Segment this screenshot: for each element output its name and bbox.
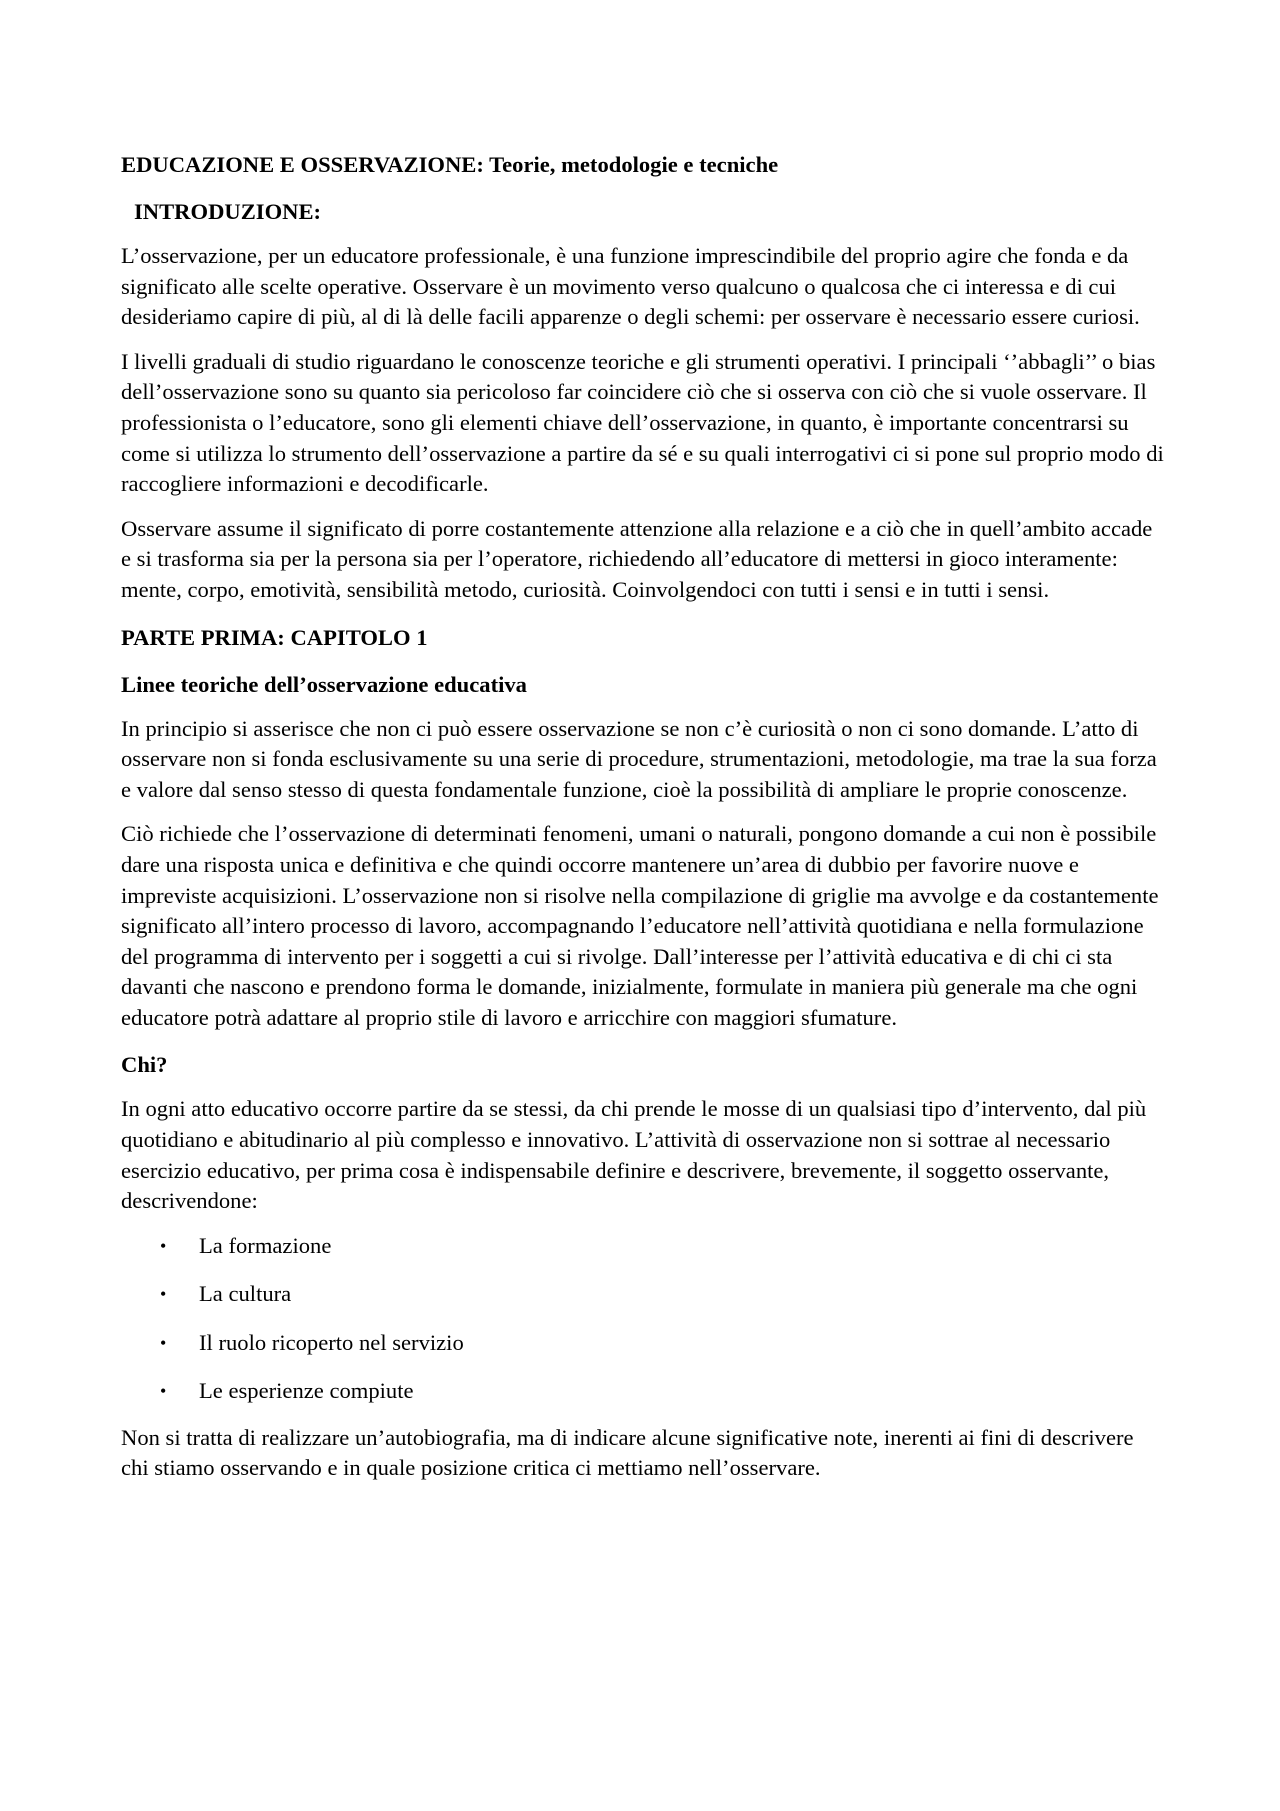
observer-traits-list (121, 1231, 1166, 1407)
section-paragraph-1: In principio si asserisce che non ci può essere osservazione se non c’è curiosità o non ci sono domande. L’atto di osservare non si fonda esclusivamente su una serie di procedure, strumentazioni, metodologie, ma trae la sua forza e valore dal senso stesso di questa fondamentale funzione, cioè la possibilità di ampliare le proprie conoscenze. (121, 715, 1157, 802)
chi-paragraph: In ogni atto educativo occorre partire da se stessi, da chi prende le mosse di un qualsiasi tipo d’intervento, dal più quotidiano e abitudinario al più complesso e innovativo. L’attività di osservazione non si sottrae al necessario esercizio educativo, per prima cosa è indispensabile definire e descrivere, brevemente, il soggetto osservante, descrivendone: (121, 1096, 1147, 1214)
list-item (121, 1328, 1166, 1358)
list-item (121, 1279, 1166, 1309)
section-heading: Linee teoriche dell’osservazione educativa (121, 671, 527, 697)
bullet-icon: • (160, 1235, 167, 1256)
document-body (121, 150, 1166, 1484)
intro-paragraph-2: I livelli graduali di studio riguardano le conoscenze teoriche e gli strumenti operativi. I principali ‘’abbagli’’ o bias dell’osservazione sono su quanto sia pericoloso far coincidere ciò che si osserva con ciò che si vuole osservare. Il professionista o l’educatore, sono gli elementi chiave dell’osservazione, in quanto, è importante concentrarsi su come si utilizza lo strumento dell’osservazione a partire da sé e su quali interrogativi ci si pone sul proprio modo di raccogliere informazioni e decodificarle. (121, 348, 1164, 497)
closing-paragraph: Non si tratta di realizzare un’autobiografia, ma di indicare alcune significative note, inerenti ai fini di descrivere chi stiamo osservando e in quale posizione critica ci mettiamo nell’osservare. (121, 1424, 1134, 1481)
bullet-icon: • (160, 1332, 167, 1353)
list-item-text: Il ruolo ricoperto nel servizio (199, 1329, 464, 1355)
bullet-icon: • (160, 1381, 167, 1402)
list-item (121, 1376, 1166, 1406)
intro-paragraph-1: L’osservazione, per un educatore professionale, è una funzione imprescindibile del proprio agire che fonda e da significato alle scelte operative. Osservare è un movimento verso qualcuno o qualcosa che ci interessa e di cui desideriamo capire di più, al di là delle facili apparenze o degli schemi: per osservare è necessario essere curiosi. (121, 243, 1140, 330)
document-title: EDUCAZIONE E OSSERVAZIONE: Teorie, metodologie e tecniche (121, 152, 779, 177)
list-item-text: La cultura (199, 1281, 292, 1307)
intro-paragraph-3: Osservare assume il significato di porre costantemente attenzione alla relazione e a ciò che in quell’ambito accade e si trasforma sia per la persona sia per l’operatore, richiedendo all’educatore di mettersi in gioco interamente: mente, corpo, emotività, sensibilità metodo, curiosità. Coinvolgendoci con tutti i sensi e in tutti i sensi. (121, 515, 1153, 602)
bullet-icon: • (160, 1284, 167, 1305)
part-heading: PARTE PRIMA: CAPITOLO 1 (121, 624, 428, 650)
intro-heading: INTRODUZIONE: (134, 199, 322, 224)
section-paragraph-2: Ciò richiede che l’osservazione di determinati fenomeni, umani o naturali, pongono domande a cui non è possibile dare una risposta unica e definitiva e che quindi occorre mantenere un’area di dubbio per favorire nuove e impreviste acquisizioni. L’osservazione non si risolve nella compilazione di griglie ma avvolge e da costantemente significato all’intero processo di lavoro, accompagnando l’educatore nell’attività quotidiana e nella formulazione del programma di intervento per i soggetti a cui si rivolge. Dall’interesse per l’attività educativa e di chi ci sta davanti che nascono e prendono forma le domande, inizialmente, formulate in maniera più generale ma che ogni educatore potrà adattare al proprio stile di lavoro e arricchire con maggiori sfumature. (121, 821, 1159, 1030)
chi-heading: Chi? (121, 1052, 168, 1078)
list-item-text: La formazione (199, 1232, 332, 1258)
list-item-text: Le esperienze compiute (199, 1378, 414, 1404)
list-item (121, 1231, 1166, 1261)
